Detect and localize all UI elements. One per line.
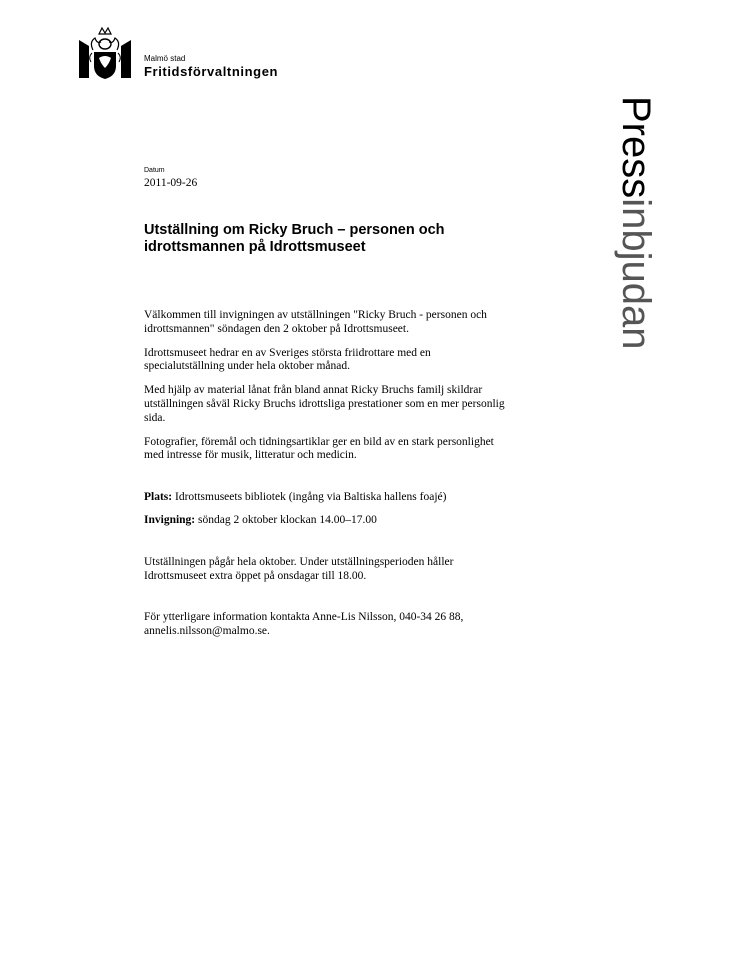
title-part-inbjudan: inbjudan [614,198,658,350]
paragraph-line: Idrottsmuseet hedrar en av Sveriges största friidrottare med en [144,346,431,359]
paragraph-line: Välkommen till invigningen av utställningen "Ricky Bruch - personen och [144,309,487,321]
paragraph-line: utställningen såväl Ricky Bruchs idrottsliga prestationer som en mer personlig [144,397,505,410]
opening-label: Invigning: [144,513,196,526]
document-type-title [612,96,660,350]
closing-paragraph [144,556,574,584]
organization-block [144,54,278,80]
headline-line-2: idrottsmannen på Idrottsmuseet [144,239,366,255]
paragraph-line: Utställningen pågår hela oktober. Under utställningsperioden håller [144,555,454,568]
paragraphs [144,309,574,463]
headline [144,222,574,256]
paragraph-line: Idrottsmuseet extra öppet på onsdagar till 18.00. [144,569,367,582]
headline-line-1: Utställning om Ricky Bruch – personen och [144,222,445,238]
malmo-coat-of-arms-icon [79,22,131,80]
paragraph-line: Fotografier, föremål och tidningsartiklar ger en bild av en stark personlighet [144,435,494,448]
place-row [144,491,574,505]
contact-email: annelis.nilsson@malmo.se. [144,625,270,638]
document-body [144,166,574,639]
date-label: Datum [144,167,165,174]
place-label: Plats: [144,491,173,504]
opening-value: söndag 2 oktober klockan 14.00–17.00 [195,513,377,526]
paragraph [144,436,574,464]
date-value: 2011-09-26 [144,177,198,189]
paragraph [144,384,574,425]
paragraph-line: För ytterligare information kontakta Anne-Lis Nilsson, 040-34 26 88, [144,611,464,624]
place-value: Idrottsmuseets bibliotek (ingång via Baltiska hallens foajé) [172,491,447,504]
contact-paragraph [144,611,574,639]
paragraph-line: med intresse för musik, litteratur och medicin. [144,449,357,462]
paragraph [144,309,574,337]
title-part-press: Press [614,96,658,199]
opening-row [144,514,574,528]
city-name: Malmö stad [144,54,186,63]
paragraph [144,347,574,375]
paragraph-line: idrottsmannen" söndagen den 2 oktober på Idrottsmuseet. [144,322,409,335]
paragraph-line: sida. [144,411,166,424]
department-name: Fritidsförvaltningen [144,64,279,79]
event-details [144,491,574,528]
paragraph-line: Med hjälp av material lånat från bland annat Ricky Bruchs familj skildrar [144,384,483,397]
paragraph-line: specialutställning under hela oktober månad. [144,360,350,373]
